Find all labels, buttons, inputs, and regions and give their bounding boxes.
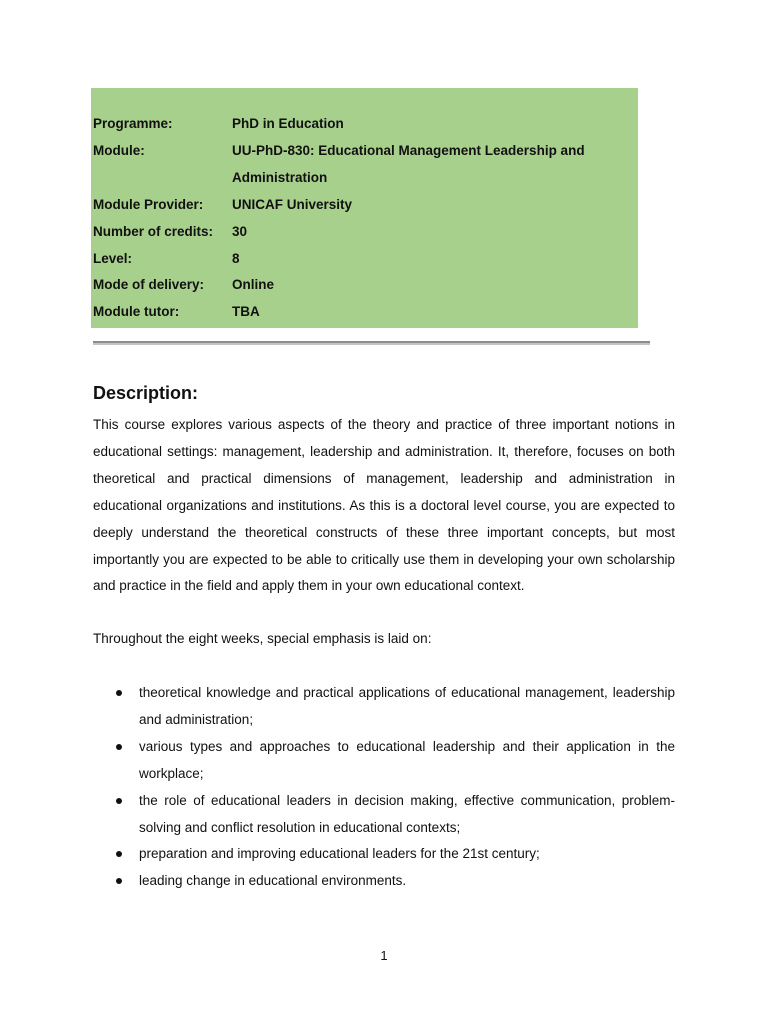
info-value: TBA	[232, 304, 260, 320]
info-label: Programme:	[93, 116, 173, 131]
emphasis-list	[93, 680, 675, 895]
info-value: 8	[232, 250, 240, 266]
info-value: Online	[232, 277, 275, 293]
bullet-icon	[116, 690, 122, 696]
info-label: Module Provider:	[93, 196, 204, 212]
emphasis-intro: Throughout the eight weeks, special emphasis is laid on:	[93, 631, 432, 646]
info-label: Module:	[93, 142, 145, 158]
list-item-text: leading change in educational environments.	[139, 873, 407, 889]
info-label: Mode of delivery:	[93, 277, 205, 293]
list-item	[93, 680, 675, 734]
list-item	[93, 868, 675, 895]
list-item-text: the role of educational leaders in decision making, effective communication, problem-solving and conflict resolution in educational contexts;	[139, 792, 675, 835]
info-label: Module tutor:	[93, 304, 180, 320]
info-label: Number of credits:	[93, 223, 214, 239]
info-row-level	[93, 246, 622, 273]
list-item-text: preparation and improving educational leaders for the 21st century;	[139, 846, 540, 862]
list-item	[93, 788, 675, 842]
description-heading: Description:	[93, 383, 199, 403]
list-item	[93, 734, 675, 788]
bullet-icon	[116, 744, 122, 750]
list-item	[93, 841, 675, 868]
list-item-text: various types and approaches to educational leadership and their application in the workplace;	[139, 738, 675, 781]
module-info-box	[91, 88, 638, 328]
info-row-credits	[93, 219, 622, 246]
info-label: Level:	[93, 250, 133, 266]
info-row-module	[93, 138, 622, 192]
info-row-programme	[93, 111, 622, 138]
description-paragraph: This course explores various aspects of the theory and practice of three important notions in educational settings: management, leadership and administration. It, therefore, focuses on both theoretical and practical dimensions of management, leadership and administration in educational organizations and institutions. As this is a doctoral level course, you are expected to deeply understand the theoretical constructs of these three important concepts, but most importantly you are expected to be able to critically use them in developing your own scholarship and practice in the field and apply them in your own educational context.	[93, 417, 675, 594]
module-info-table	[93, 111, 622, 326]
info-value: UU-PhD-830: Educational Management Leadership and Administration	[232, 142, 585, 185]
info-value: UNICAF University	[232, 196, 353, 212]
info-row-mode-of-delivery	[93, 272, 622, 299]
list-item-text: theoretical knowledge and practical applications of educational management, leadership and administration;	[139, 685, 675, 727]
info-value: 30	[232, 223, 248, 239]
section-divider	[93, 341, 650, 345]
info-row-module-tutor	[93, 299, 622, 326]
info-value: PhD in Education	[232, 116, 344, 131]
info-row-module-provider	[93, 192, 622, 219]
bullet-icon	[116, 878, 122, 884]
page-number: 1	[380, 948, 388, 963]
bullet-icon	[116, 798, 122, 804]
bullet-icon	[116, 851, 122, 857]
